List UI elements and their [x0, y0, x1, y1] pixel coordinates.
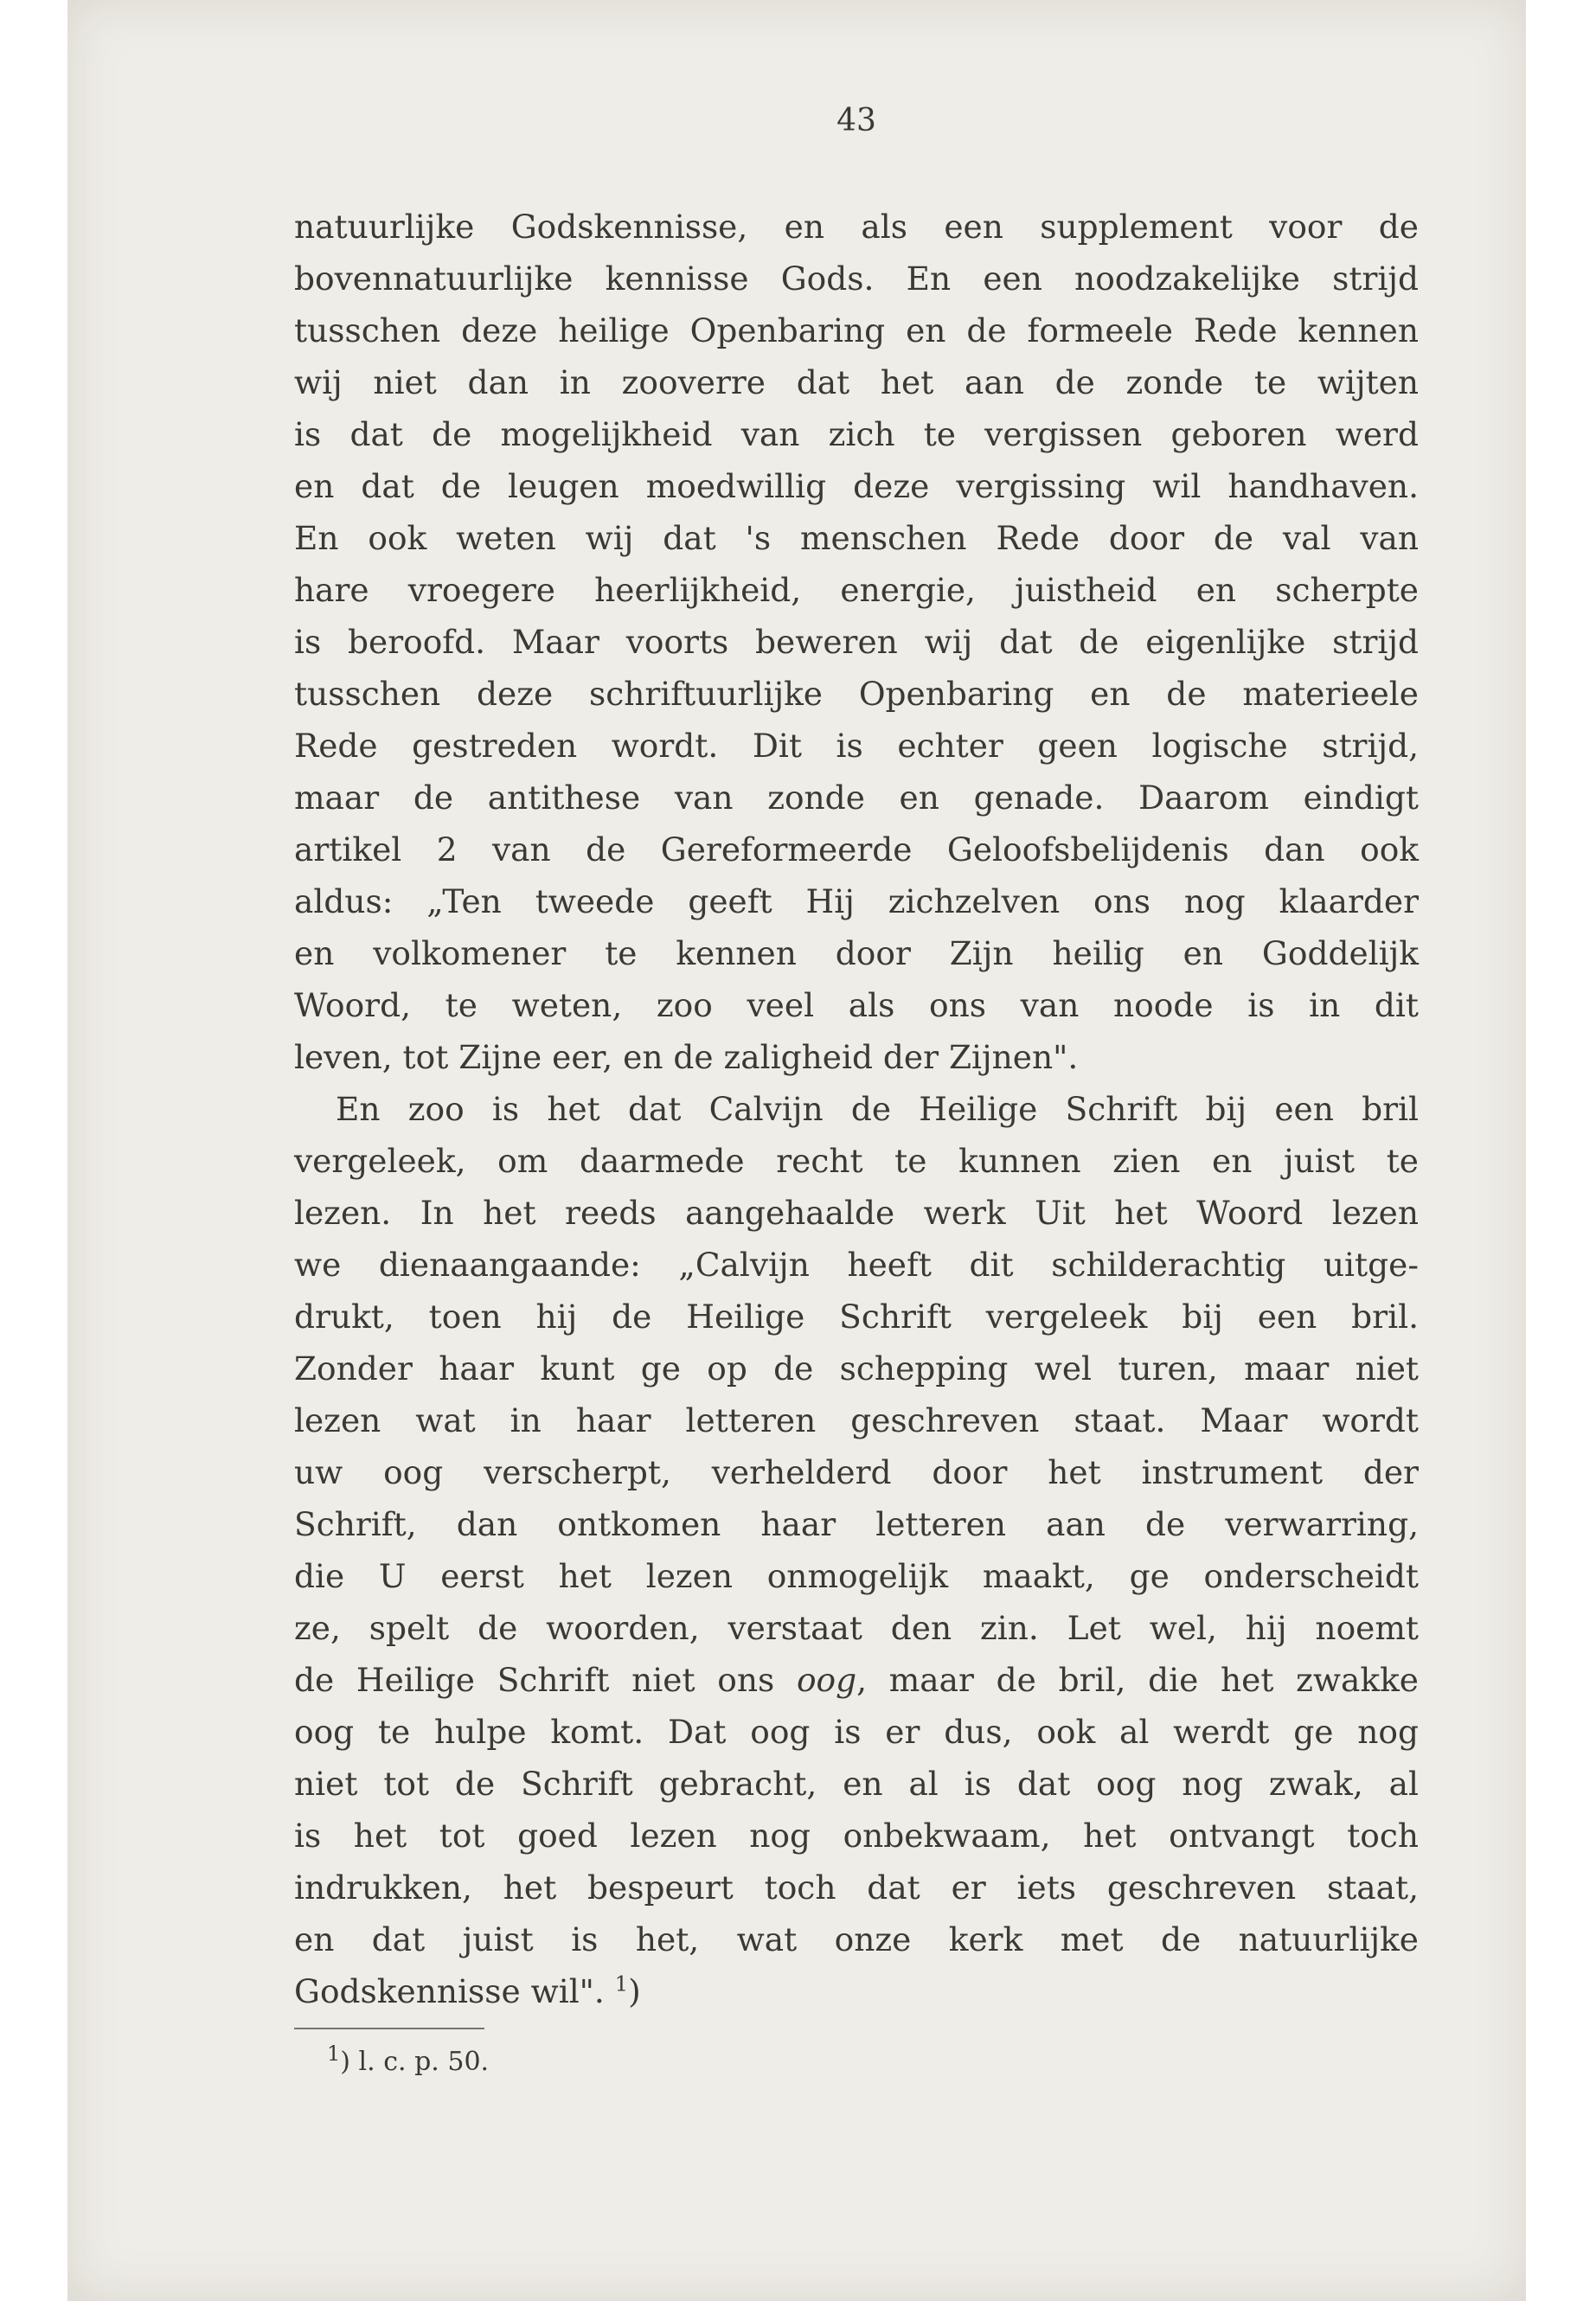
book-page: [67, 0, 1526, 2301]
text-line: die U eerst het lezen onmogelijk maakt, ge onderscheidt: [294, 1557, 1419, 1595]
footnote-marker: 1: [327, 2041, 341, 2066]
text-line: is dat de mogelijkheid van zich te vergissen geboren werd: [294, 415, 1419, 453]
text-line: natuurlijke Godskennisse, en als een supplement voor de: [294, 208, 1419, 246]
text-segment: de Heilige Schrift niet ons: [294, 1661, 797, 1699]
text-line: bovennatuurlijke kennisse Gods. En een noodzakelijke strijd: [294, 260, 1419, 298]
text-line: aldus: „Ten tweede geeft Hij zichzelven ons nog klaarder: [294, 882, 1419, 920]
text-line-with-italic: [294, 1654, 1419, 1706]
text-line: niet tot de Schrift gebracht, en al is dat oog nog zwak, al: [294, 1765, 1419, 1803]
footnote-text: l. c. p. 50.: [350, 2047, 490, 2077]
text-line: is het tot goed lezen nog onbekwaam, het ontvangt toch: [294, 1817, 1419, 1855]
footnote-reference: 1: [614, 1971, 629, 1997]
text-line: Schrift, dan ontkomen haar letteren aan de verwarring,: [294, 1505, 1419, 1543]
text-line: lezen. In het reeds aangehaalde werk Uit het Woord lezen: [294, 1194, 1419, 1232]
text-line: vergeleek, om daarmede recht te kunnen zien en juist te: [294, 1142, 1419, 1180]
text-line: en dat juist is het, wat onze kerk met de natuurlijke: [294, 1920, 1419, 1958]
text-line: wij niet dan in zooverre dat het aan de zonde te wijten: [294, 363, 1419, 401]
text-line: indrukken, het bespeurt toch dat er iets geschreven staat,: [294, 1868, 1419, 1907]
italic-word: oog: [796, 1661, 857, 1699]
text-segment: Godskennisse wil".: [294, 1972, 615, 2010]
paragraph-2: [294, 1083, 1419, 2017]
text-line: maar de antithese van zonde en genade. Daarom eindigt: [294, 779, 1419, 817]
text-line: Zonder haar kunt ge op de schepping wel turen, maar niet: [294, 1349, 1419, 1388]
text-line: [294, 1965, 1419, 2017]
footnote-marker-paren: ): [340, 2047, 350, 2077]
text-line: En zoo is het dat Calvijn de Heilige Schrift bij een bril: [336, 1090, 1419, 1128]
text-line: En ook weten wij dat 's menschen Rede door de val van: [294, 519, 1419, 557]
text-line: en volkomener te kennen door Zijn heilig en Goddelijk: [294, 934, 1419, 972]
text-line: is beroofd. Maar voorts beweren wij dat de eigenlijke strijd: [294, 623, 1419, 661]
text-line: leven, tot Zijne eer, en de zaligheid der Zijnen".: [294, 1038, 1079, 1076]
footnote-divider: [294, 2028, 484, 2029]
text-line: we dienaangaande: „Calvijn heeft dit schilderachtig uitge-: [294, 1246, 1419, 1284]
text-segment: , maar de bril, die het zwakke: [856, 1661, 1419, 1699]
text-line: en dat de leugen moedwillig deze vergissing wil handhaven.: [294, 467, 1419, 505]
text-line: Rede gestreden wordt. Dit is echter geen logische strijd,: [294, 727, 1419, 765]
text-line: oog te hulpe komt. Dat oog is er dus, ook al werdt ge nog: [294, 1713, 1419, 1751]
text-line: Woord, te weten, zoo veel als ons van noode is in dit: [294, 986, 1419, 1024]
footnote: [294, 2041, 1419, 2080]
text-line: lezen wat in haar letteren geschreven staat. Maar wordt: [294, 1401, 1419, 1439]
paragraph-1: [294, 201, 1419, 1083]
text-line: tusschen deze heilige Openbaring en de formeele Rede kennen: [294, 311, 1419, 349]
text-line: drukt, toen hij de Heilige Schrift vergeleek bij een bril.: [294, 1298, 1419, 1336]
text-line: ze, spelt de woorden, verstaat den zin. Let wel, hij noemt: [294, 1609, 1419, 1647]
text-line: tusschen deze schriftuurlijke Openbaring en de materieele: [294, 675, 1419, 713]
page-content: [294, 104, 1419, 2080]
main-text: [294, 201, 1419, 2017]
text-line: uw oog verscherpt, verhelderd door het instrument der: [294, 1453, 1419, 1491]
text-line: hare vroegere heerlijkheid, energie, juistheid en scherpte: [294, 571, 1419, 609]
footnote-reference-paren: ): [628, 1972, 641, 2010]
page-number: 43: [836, 103, 876, 138]
text-line: artikel 2 van de Gereformeerde Geloofsbelijdenis dan ook: [294, 830, 1419, 868]
